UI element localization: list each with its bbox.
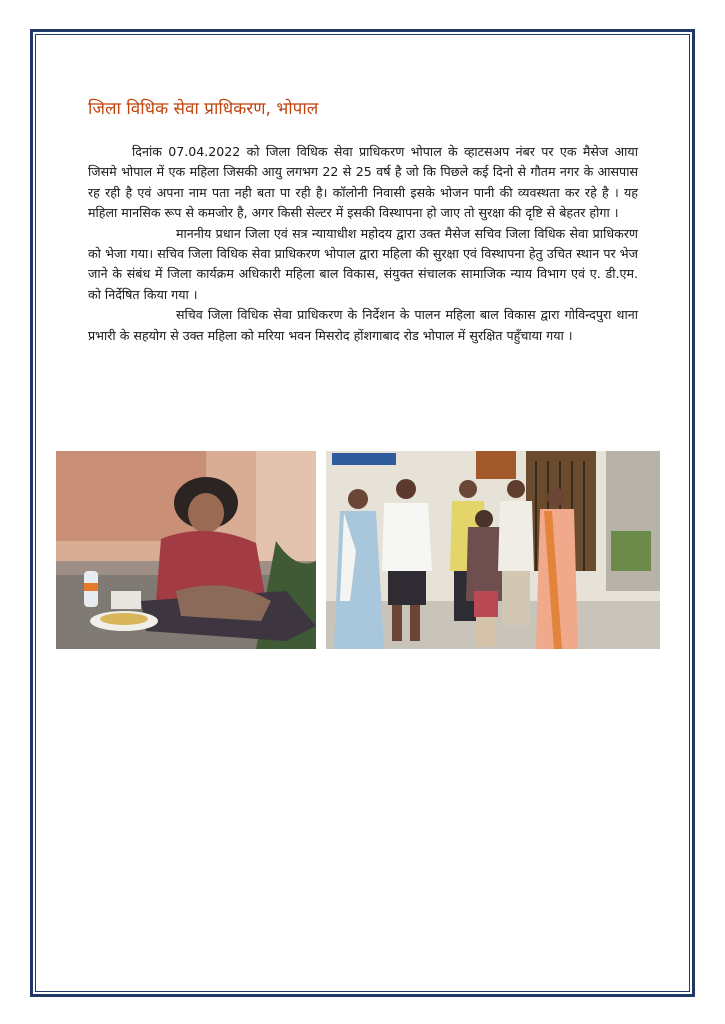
photo-group-standing <box>326 451 660 649</box>
paragraph-incident: दिनांक 07.04.2022 को जिला विधिक सेवा प्राधिकरण भोपाल के व्हाटसअप नंबर पर एक मैसेज आया जिसमे भोपाल में एक महिला जिसकी आयु लगभग 22 से 25 वर्ष है जो कि पिछले कई दिनो से गौतम नगर के आसपास रह रही है एवं अपना नाम पता नही बता पा रही है। कॉलोनी निवासी इसके भोजन पानी की व्यवस्थता कर रहे है । यह महिला मानसिक रूप से कमजोर है, अगर किसी सेल्टर में इसकी विस्थापना हो जाए तो सुरक्षा की दृष्टि से बेहतर होगा । <box>88 144 638 221</box>
paragraph-directive: माननीय प्रधान जिला एवं सत्र न्यायाधीश महोदय द्वारा उक्त मैसेज सचिव जिला विधिक सेवा प्राधिकरण को भेजा गया। सचिव जिला विधिक सेवा प्राधिकरण भोपाल द्वारा महिला की सुरक्षा एवं विस्थापना हेतु उचित स्थान पर भेज जाने के संबंध में जिला कार्यक्रम अधिकारी महिला बाल विकास, संयुक्त संचालक सामाजिक न्याय विभाग एवं ए. डी.एम. को निर्देषित किया गया । <box>88 225 638 302</box>
document-heading: जिला विधिक सेवा प्राधिकरण, भोपाल <box>88 99 319 119</box>
paragraph-outcome: सचिव जिला विधिक सेवा प्राधिकरण के निर्देशन के पालन महिला बाल विकास द्वारा गोविन्दपुरा थाना प्रभारी के सहयोग से उक्त महिला को मरिया भवन मिसरोद होंशगाबाद रोड भोपाल में सुरक्षित पहुँचाया गया । <box>88 307 638 343</box>
document-body <box>88 142 638 346</box>
photo-woman-seated <box>56 451 316 649</box>
